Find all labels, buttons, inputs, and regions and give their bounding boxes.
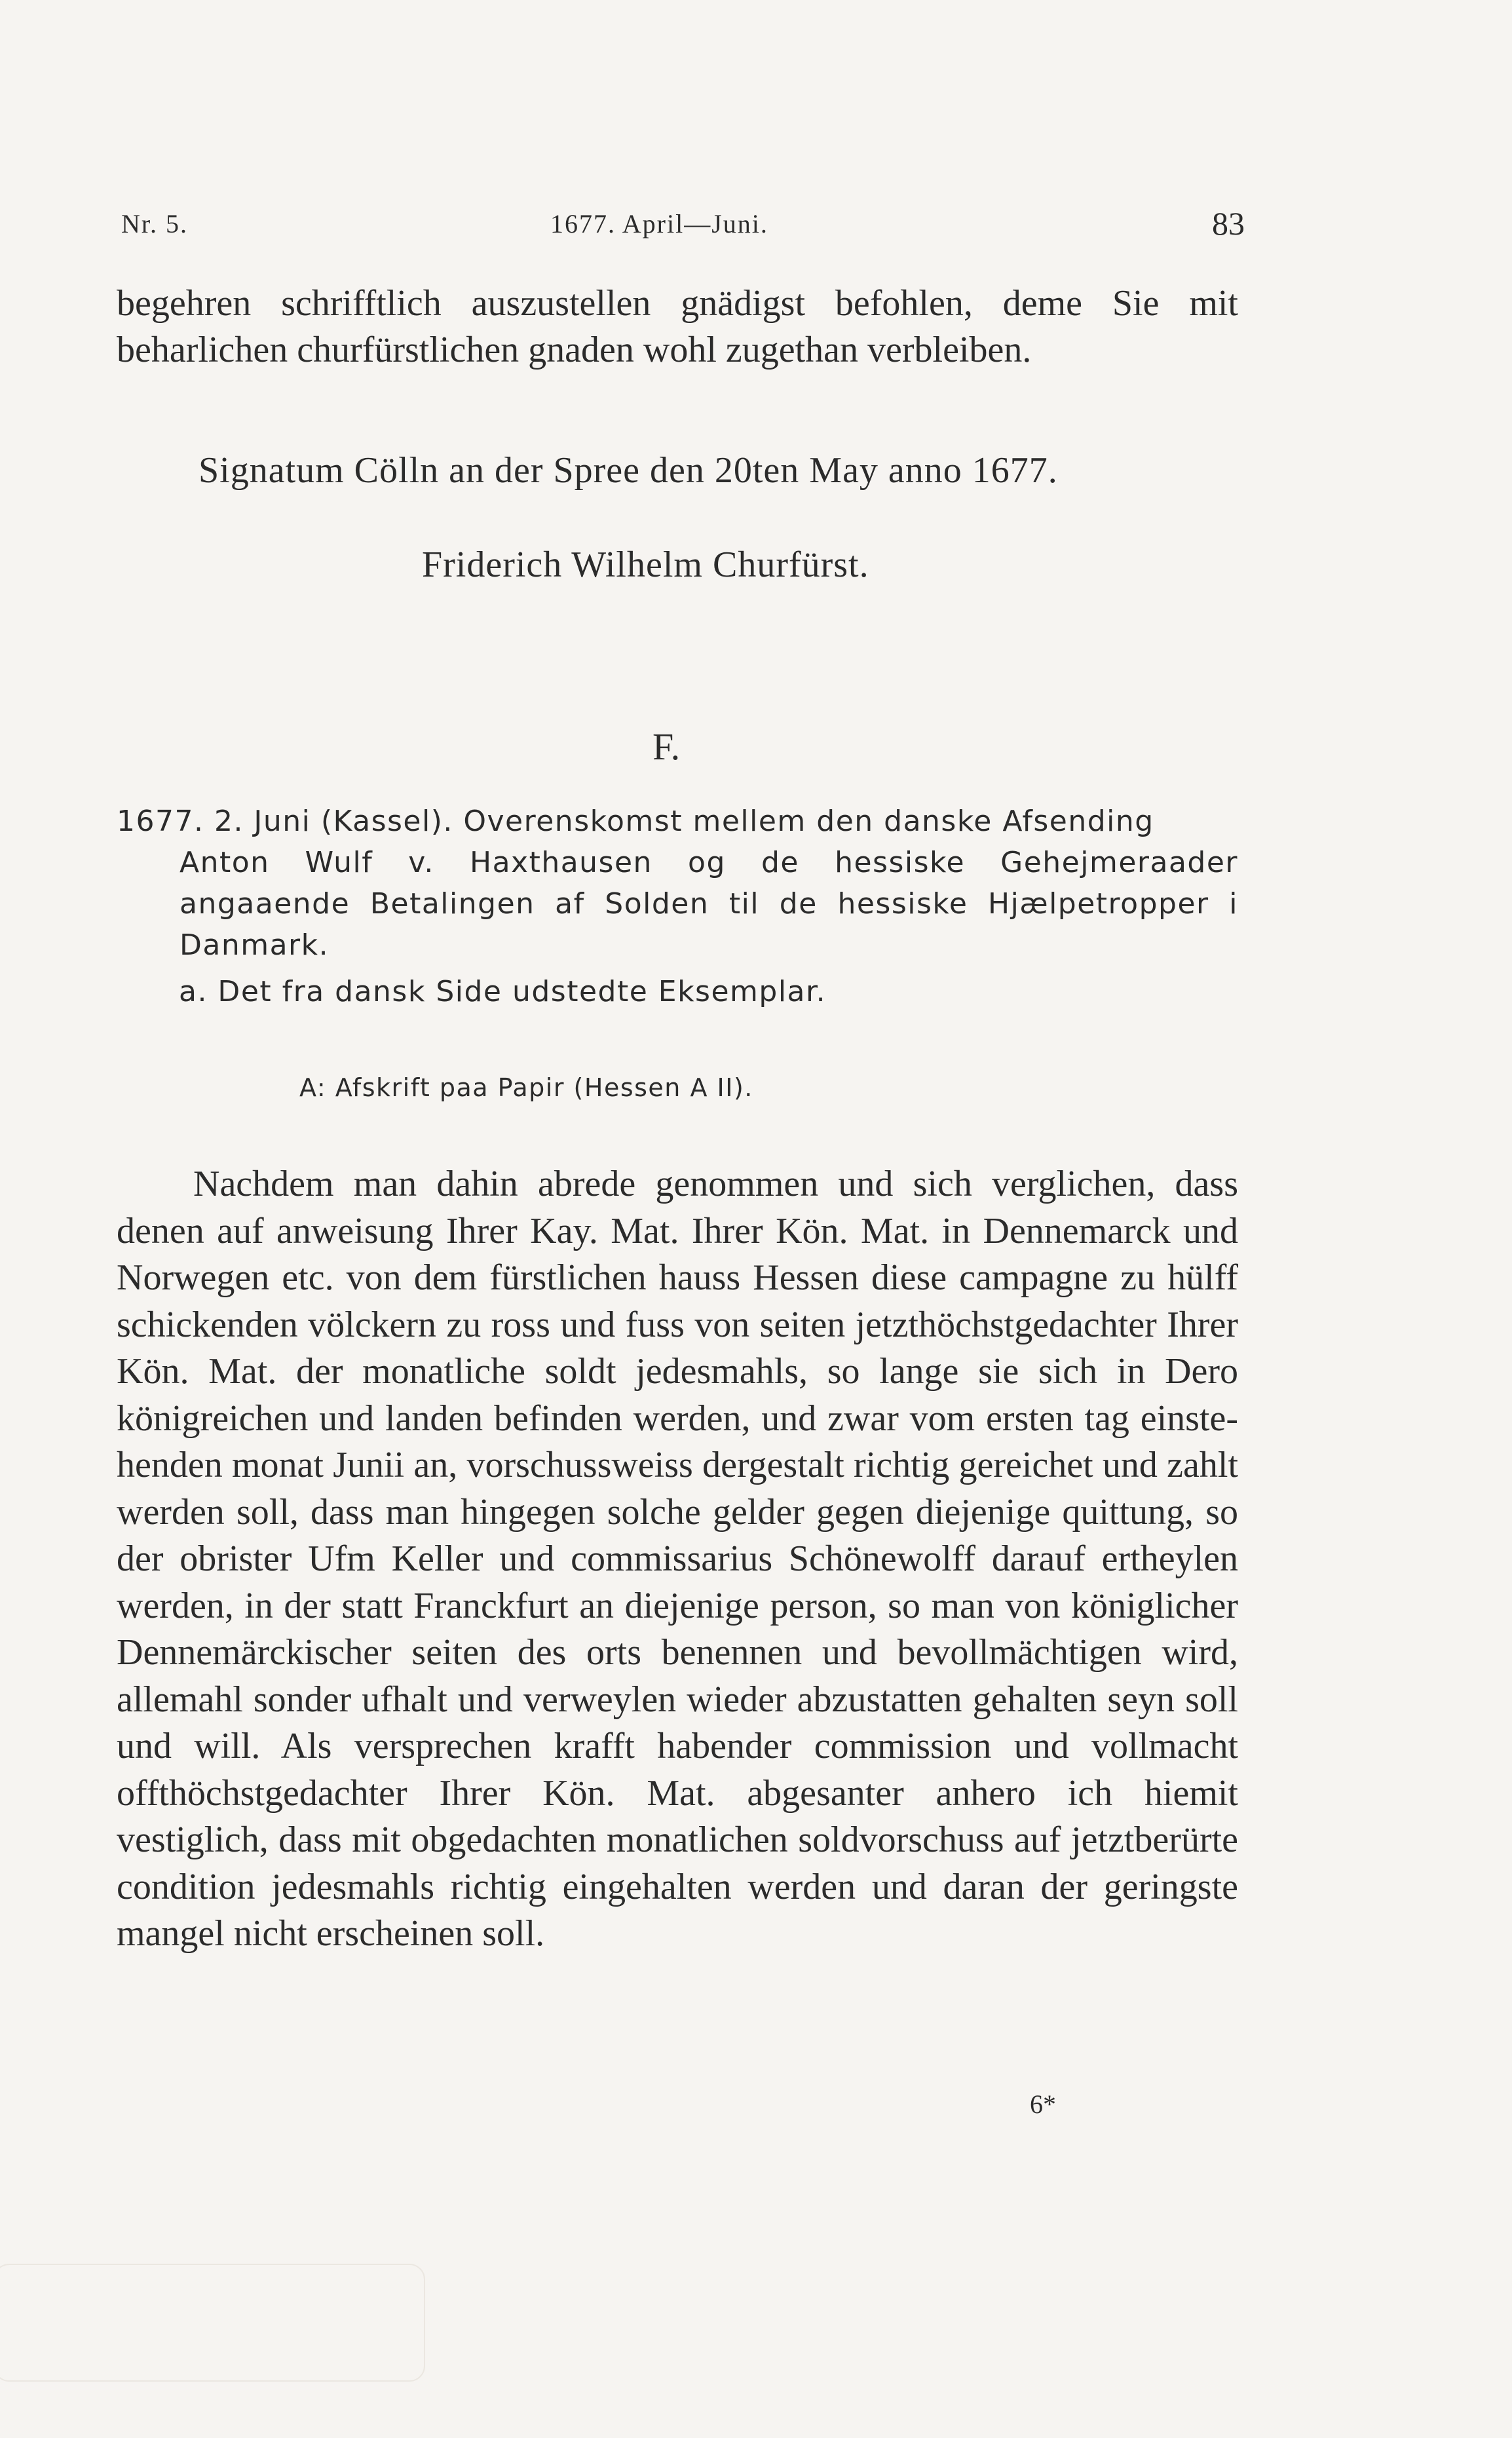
issue-number: Nr. 5. (121, 209, 188, 238)
page-number: 83 (1212, 205, 1245, 242)
continuation-paragraph: begehren schrifftlich auszustellen gnädigst befohlen, deme Sie mit beharlichen churfürstlichen gnaden wohl zugethan verbleiben. (117, 283, 1238, 370)
document-summary (117, 801, 1238, 966)
summary-first-line: 1677. 2. Juni (Kassel). Overenskomst mellem den danske Afsending (117, 805, 1154, 838)
signatum-line: Signatum Cölln an der Spree den 20ten May anno 1677. (198, 450, 1058, 491)
section-heading: F. (652, 725, 681, 768)
scan-artifact-frame (0, 2264, 425, 2382)
summary-continuation: Anton Wulf v. Haxthausen og de hessiske Gehejmeraader angaaende Betalingen af Solden til de hessiske Hjælpetropper i Danmark. (180, 846, 1238, 962)
page-header (121, 204, 1245, 244)
source-note: A: Afskrift paa Papir (Hessen A II). (299, 1073, 753, 1102)
subsection-heading: a. Det fra dansk Side udstedte Eksemplar. (179, 975, 827, 1008)
main-text-paragraph: Nachdem man dahin abrede genommen und sich verglichen, dass denen auf anweisung Ihrer Kay. Mat. Ihrer Kön. Mat. in Dennemarck und Norwegen etc. von dem fürstlichen hauss Hessen diese campagne zu hülff schickenden völckern zu ross und fuss von seiten jetzthöchstgedachter Ihrer Kön. Mat. der monatliche soldt jedesmahls, so lange sie sich in Dero königreichen und landen befinden werden, und zwar vom ersten tag einstehenden monat Junii an, vorschussweiss dergestalt richtig gereichet und zahlt werden soll, dass man hingegen solche gelder gegen diejenige quittung, so der obrister Ufm Keller und commissarius Schönewolff darauf ertheylen werden, in der statt Franckfurt an diejenige person, so man von königlicher Dennemärckischer seiten des orts benennen und bevollmächtigen wird, allemahl sonder ufhalt und verweylen wieder abzustatten gehalten seyn soll und will. Als versprechen krafft habender commission und vollmacht offthöchstgedachter Ihrer Kön. Mat. abgesanter anhero ich hiemit vestiglich, dass mit obgedachten monatlichen soldvorschuss auf jetztberürte condition jedesmahls richtig eingehalten werden und daran der geringste mangel nicht erscheinen soll. (117, 1164, 1238, 1954)
printer-signature-mark: 6* (1030, 2089, 1056, 2119)
signer-name: Friderich Wilhelm Churfürst. (422, 544, 869, 585)
running-title: 1677. April—Juni. (550, 209, 768, 238)
